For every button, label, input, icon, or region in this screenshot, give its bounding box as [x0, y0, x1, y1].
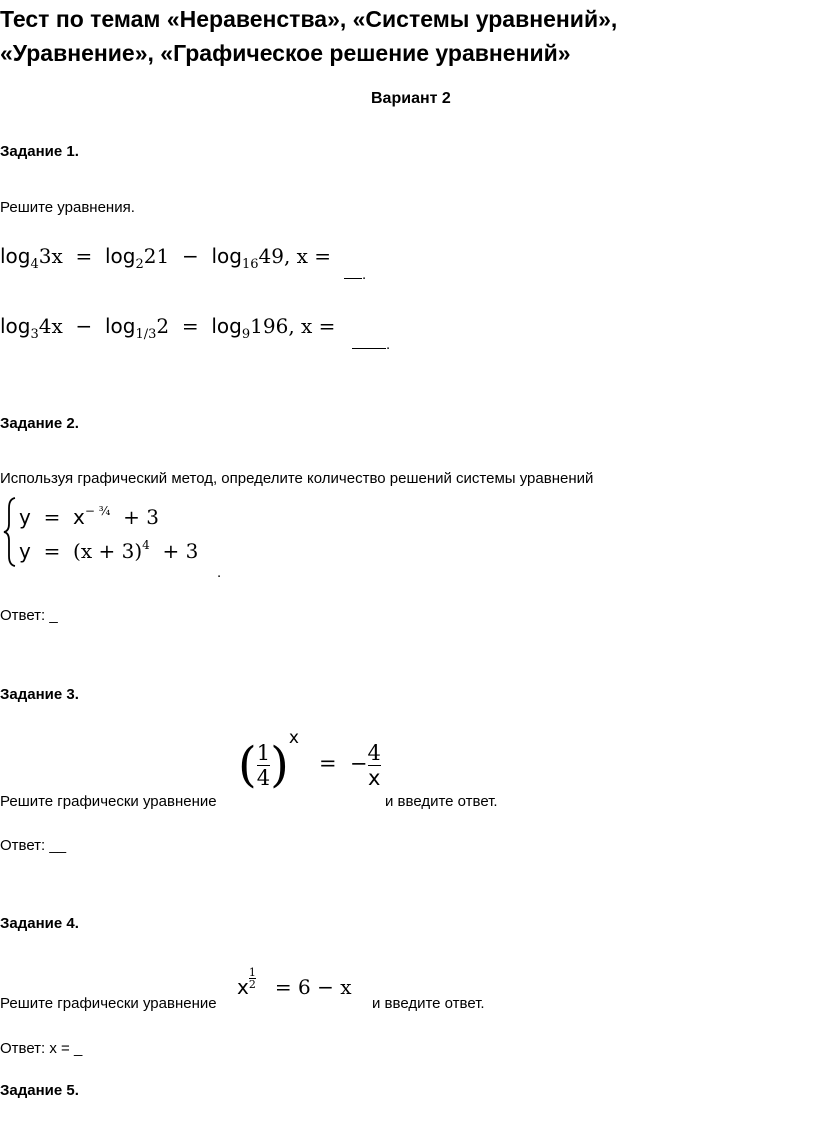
- minus-sign: −: [181, 244, 199, 268]
- log-argument: 49: [258, 244, 284, 268]
- log-symbol: log: [0, 314, 31, 338]
- fraction-four-over-x: [368, 742, 381, 789]
- equals-sign: =: [43, 505, 61, 529]
- log-symbol: log: [211, 244, 242, 268]
- task4-heading: Задание 4.: [0, 915, 79, 932]
- expression-rest: = 6 − x: [274, 975, 352, 999]
- expression-tail: + 3: [162, 539, 199, 563]
- variant-label: Вариант 2: [371, 90, 451, 107]
- fraction-numerator: 1: [256, 740, 271, 765]
- task3-heading: Задание 3.: [0, 686, 79, 703]
- page-title-line-1: Тест по темам «Неравенства», «Системы уравнений»,: [0, 6, 618, 32]
- task1-answer-2[interactable]: [352, 336, 390, 354]
- fraction-denominator: x: [367, 765, 381, 790]
- log-symbol: log: [211, 314, 242, 338]
- variable-x-label: , x =: [283, 244, 332, 268]
- task5-heading: Задание 5.: [0, 1082, 79, 1099]
- log-base: 3: [30, 327, 39, 342]
- answer-period: .: [362, 266, 367, 283]
- task3-suffix: и введите ответ.: [385, 793, 498, 810]
- task3-answer[interactable]: Ответ: __: [0, 837, 67, 854]
- system-line-2: [19, 539, 198, 563]
- task1-instruction: Решите уравнения.: [0, 199, 135, 216]
- task4-equation: [237, 966, 352, 999]
- log-argument: 21: [143, 244, 170, 268]
- variable-y: y: [19, 505, 31, 529]
- task1-equation-1: [0, 244, 332, 272]
- exponent-denominator: 2: [248, 978, 256, 991]
- task4-answer[interactable]: Ответ: x = _: [0, 1040, 83, 1057]
- log-argument: 2: [156, 314, 170, 338]
- log-argument: 4x: [38, 314, 63, 338]
- variable-x: x: [73, 505, 85, 529]
- parenthesized-expression: (x + 3): [73, 539, 143, 563]
- log-argument: 196: [250, 314, 289, 338]
- log-base: 2: [135, 257, 144, 272]
- answer-blank[interactable]: [344, 277, 362, 279]
- expression-tail: + 3: [123, 505, 159, 529]
- task1-answer-1[interactable]: [344, 266, 366, 284]
- left-paren: (: [238, 737, 257, 793]
- variable-y: y: [19, 539, 31, 563]
- task4-suffix: и введите ответ.: [372, 995, 485, 1012]
- task4-prefix: Решите графически уравнение: [0, 995, 217, 1012]
- minus-sign: −: [75, 314, 93, 338]
- exponent-one-half: [249, 967, 256, 990]
- fraction-numerator: 4: [367, 740, 381, 765]
- task3-equation: [238, 727, 381, 793]
- fraction-denominator: 4: [256, 765, 271, 790]
- variable-x-label: , x =: [288, 314, 336, 338]
- equals-sign: =: [43, 539, 61, 563]
- answer-period: .: [386, 336, 391, 353]
- task3-prefix: Решите графически уравнение: [0, 793, 217, 810]
- right-paren: ): [270, 737, 289, 793]
- equals-sign: =: [75, 244, 93, 268]
- minus-sign: −: [349, 751, 368, 776]
- log-base: 9: [241, 327, 251, 342]
- variable-x: x: [237, 975, 249, 999]
- task2-answer[interactable]: Ответ: _: [0, 607, 58, 624]
- task2-heading: Задание 2.: [0, 415, 79, 432]
- task2-instruction: Используя графический метод, определите количество решений системы уравнений: [0, 470, 594, 487]
- exponent: − ¾: [84, 504, 111, 518]
- answer-blank[interactable]: [352, 347, 386, 349]
- system-period: .: [217, 564, 222, 581]
- exponent-x: x: [288, 727, 299, 748]
- log-symbol: log: [105, 314, 136, 338]
- exponent: 4: [142, 538, 150, 552]
- page-title-line-2: «Уравнение», «Графическое решение уравнений»: [0, 40, 571, 66]
- fraction-one-quarter: [257, 742, 270, 789]
- log-argument: 3x: [38, 244, 63, 268]
- task1-heading: Задание 1.: [0, 143, 79, 160]
- equals-sign: =: [318, 751, 337, 776]
- exponent-numerator: 1: [248, 966, 256, 979]
- log-symbol: log: [105, 244, 136, 268]
- log-base: 16: [241, 257, 259, 272]
- system-line-1: [19, 505, 159, 529]
- task1-equation-2: [0, 314, 336, 342]
- log-symbol: log: [0, 244, 31, 268]
- log-base: 4: [30, 257, 39, 272]
- equals-sign: =: [181, 314, 199, 338]
- system-brace-icon: [2, 496, 18, 568]
- log-base: 1/3: [135, 327, 157, 342]
